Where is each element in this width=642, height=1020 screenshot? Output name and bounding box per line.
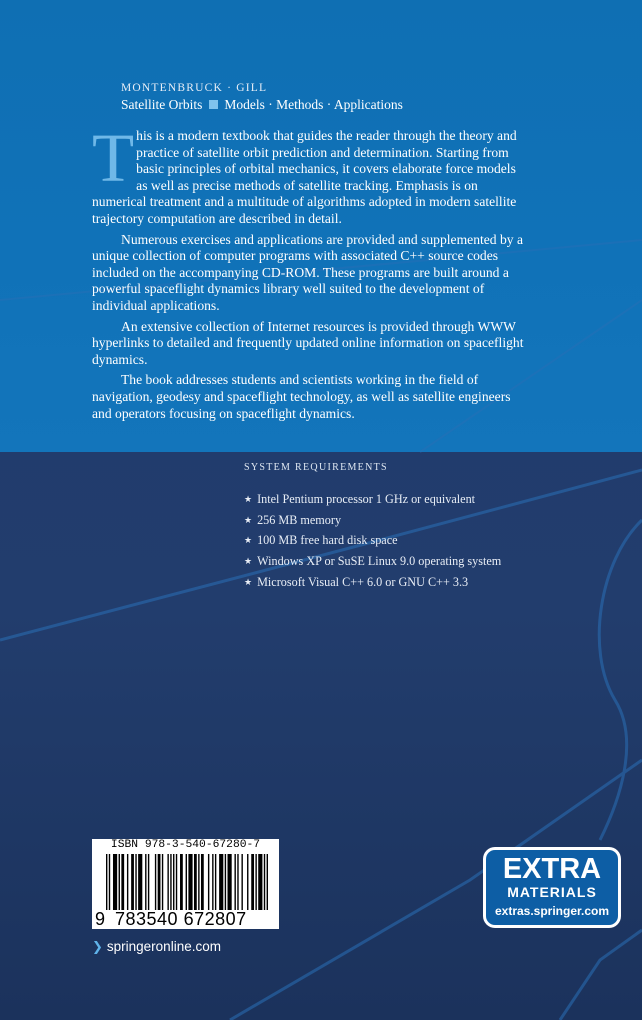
description-paragraph-1: This is a modern textbook that guides the reader through the theory and practice of satellite orbit prediction and determination. Starting from basic principles of orbital mechanics, it covers elaborate force models as well as precise methods of satellite tracking. Emphasis is on numerical treatment and a multitude of algorithms adopted in modern satellite trajectory computation are described in detail. <box>92 120 517 226</box>
orbit-curve <box>599 520 642 840</box>
barcode-bar <box>162 854 163 910</box>
barcode-bar <box>155 854 156 910</box>
barcode-bar <box>194 854 197 910</box>
barcode-bar <box>131 854 134 910</box>
badge-extra-label: EXTRA <box>502 853 602 885</box>
barcode-bar <box>234 854 235 910</box>
barcode-bar <box>267 854 268 910</box>
star-icon: ★ <box>244 515 253 526</box>
description-paragraph-2: Numerous exercises and applications are provided and supplemented by a unique collection of computer programs with associated C++ source codes included on the accompanying CD-ROM. These programs are built around a powerful spaceflight dynamics library well suited to the development of individual applications. <box>92 231 524 313</box>
barcode-bar <box>186 854 187 910</box>
barcode-bar <box>198 854 199 910</box>
system-requirements <box>244 462 501 594</box>
description-paragraph-3: An extensive collection of Internet resources is provided through WWW hyperlinks to detailed and frequently updated online information on spaceflight dynamics. <box>92 318 524 367</box>
badge-materials-label: MATERIALS <box>507 884 597 900</box>
barcode-bar <box>201 854 204 910</box>
barcode-bar <box>113 854 117 910</box>
barcode-bar <box>219 854 223 910</box>
barcode-bar <box>109 854 110 910</box>
extra-materials-badge <box>483 847 621 928</box>
list-item: ★ Microsoft Visual C++ 6.0 or GNU C++ 3.3 <box>244 574 469 589</box>
ean-remaining-digits: 783540 672807 <box>115 909 247 929</box>
book-description <box>92 120 530 426</box>
barcode-bar <box>119 854 120 910</box>
barcode-bar <box>215 854 216 910</box>
barcode-bar <box>167 854 168 910</box>
star-icon: ★ <box>244 495 253 505</box>
star-icon: ★ <box>244 577 253 588</box>
barcode-bar <box>225 854 226 910</box>
ean-first-digit: 9 <box>95 909 106 929</box>
barcode-bar <box>138 854 142 910</box>
isbn-number: ISBN 978-3-540-67280-7 <box>110 839 261 851</box>
barcode-bar <box>208 854 209 910</box>
description-paragraph-4: The book addresses students and scientists working in the field of navigation, geodesy and spaceflight technology, as well as satellite engineers and operators focusing on spaceflight dynamics. <box>92 372 511 421</box>
authors: MONTENBRUCK · GILL <box>121 82 268 94</box>
barcode-bar <box>255 854 256 910</box>
star-icon: ★ <box>244 536 253 547</box>
system-requirements-list <box>244 490 501 594</box>
star-icon: ★ <box>244 557 253 568</box>
barcode-bar <box>145 854 146 910</box>
title-subtitle: Models · Methods · Applications <box>224 97 403 112</box>
barcode-bar <box>176 854 177 910</box>
title-main: Satellite Orbits <box>121 97 203 112</box>
barcode-bar <box>188 854 192 910</box>
publisher-website <box>92 939 221 955</box>
barcode-bar <box>237 854 238 910</box>
barcode-bar <box>228 854 232 910</box>
website-url: springeronline.com <box>106 939 221 954</box>
list-item: ★ Intel Pentium processor 1 GHz or equivalent <box>244 492 476 506</box>
list-item: ★ 256 MB memory <box>244 512 342 527</box>
barcode-bar <box>127 854 128 910</box>
barcode-bar <box>135 854 136 910</box>
drop-cap: T <box>92 120 135 196</box>
barcode-bar <box>212 854 213 910</box>
title-separator-square <box>209 100 218 109</box>
extra-materials-badge-inner <box>486 850 618 925</box>
barcode-bar <box>158 854 161 910</box>
barcode-bar <box>173 854 174 910</box>
barcode-bars <box>106 854 268 910</box>
chevron-right-icon: ❯ <box>92 939 103 954</box>
barcode-bar <box>241 854 242 910</box>
list-item: ★ Windows XP or SuSE Linux 9.0 operating system <box>244 554 502 569</box>
barcode-bar <box>148 854 149 910</box>
barcode-bar <box>170 854 171 910</box>
barcode-bar <box>121 854 124 910</box>
list-item: ★ 100 MB free hard disk space <box>244 533 398 548</box>
barcode-bar <box>258 854 262 910</box>
badge-url: extras.springer.com <box>494 904 610 918</box>
isbn-barcode <box>92 839 279 929</box>
orbit-line-3 <box>560 930 642 1020</box>
barcode-bar <box>106 854 107 910</box>
system-requirements-title: SYSTEM REQUIREMENTS <box>244 462 388 473</box>
barcode-bar <box>247 854 248 910</box>
barcode-bar <box>264 854 265 910</box>
barcode-bar <box>251 854 254 910</box>
barcode-bar <box>180 854 183 910</box>
book-title <box>121 97 403 113</box>
